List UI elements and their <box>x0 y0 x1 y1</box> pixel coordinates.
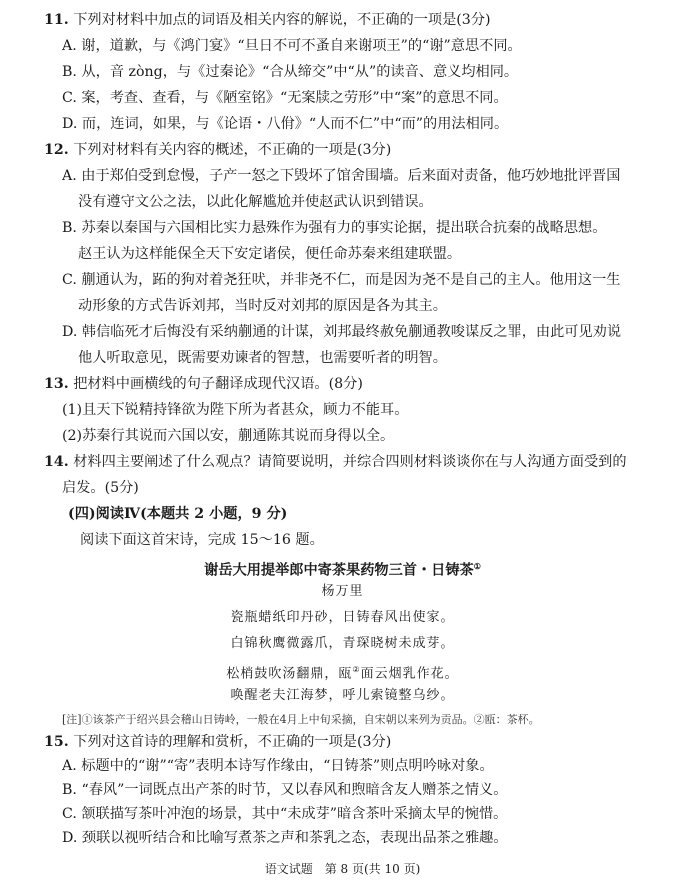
option-a: A. 标题中的“谢”“寄”表明本诗写作缘由，“日铸茶”则点明吟咏对象。 <box>62 758 494 774</box>
footnote-marker: ① <box>473 561 481 571</box>
option-b-line-2: 赵王认为这样能保全天下安定诸侯，便任命苏秦来组建联盟。 <box>78 246 462 262</box>
option-d-line-1: D. 韩信临死才后悔没有采纳蒯通的计谋，刘邦最终赦免蒯通教唆谋反之罪，由此可见劝说 <box>62 324 622 340</box>
option-a: A. 谢，道歉，与《鸿门宴》“旦日不可不蚤自来谢项王”的“谢”意思不同。 <box>62 38 522 54</box>
option-b: B. 从，音 zòng，与《过秦论》“合从缔交”中“从”的读音、意义均相同。 <box>62 64 519 80</box>
option-d-line-2: 他人听取意见，既需要劝谏者的智慧，也需要听者的明智。 <box>78 350 447 366</box>
question-14 <box>44 452 627 472</box>
poem-title <box>0 556 685 581</box>
question-15 <box>44 732 391 752</box>
poem-line-2: 白锦秋鹰微露爪，青琛晓树未成芽。 <box>230 636 455 651</box>
poem-note: [注]①该茶产于绍兴县会稽山日铸岭，一般在4月上中旬采摘，自宋朝以来列为贡品。②瓯：茶杯。 <box>62 713 540 726</box>
poem-line-3-part-1: 松梢鼓吹汤翻鼎，瓯 <box>226 666 353 682</box>
option-d: D. 而，连词，如果，与《论语・八佾》“人而不仁”中“而”的用法相同。 <box>62 116 509 132</box>
question-12 <box>44 140 391 160</box>
question-number: 12. <box>44 142 69 158</box>
option-c: C. 案，考查、查看，与《陋室铭》“无案牍之劳形”中“案”的意思不同。 <box>62 90 508 106</box>
option-c-line-2: 动形象的方式告诉刘邦，当时反对刘邦的原因是各为其主。 <box>78 298 447 314</box>
poem-author: 杨万里 <box>321 584 364 599</box>
section-heading: (四)阅读Ⅳ(本题共 2 小题，9 分) <box>68 506 288 522</box>
option-c-line-1: C. 蒯通认为，跖的狗对着尧狂吠，并非尧不仁，而是因为尧不是自己的主人。他用这一生 <box>62 272 621 288</box>
question-11 <box>44 10 491 30</box>
question-stem: 把材料中画横线的句子翻译成现代汉语。(8分) <box>73 376 363 392</box>
option-a-line-2: 没有遵守文公之法，以此化解尴尬并使赵武认识到错误。 <box>78 194 433 210</box>
option-d: D. 颈联以视听结合和比喻写煮茶之声和茶乳之态，表现出品茶之雅趣。 <box>62 830 508 846</box>
question-13 <box>44 374 363 394</box>
poem-line-3-part-2: 面云烟乳作花。 <box>360 666 459 682</box>
translation-item-1: (1)且天下锐精持锋欲为陛下所为者甚众，顾力不能耳。 <box>62 402 409 418</box>
question-stem: 材料四主要阐述了什么观点？请简要说明，并综合四则材料谈谈你在与人沟通方面受到的 <box>73 454 627 470</box>
footnote-marker: ② <box>352 665 361 674</box>
translation-item-2: (2)苏秦行其说而六国以安，蒯通陈其说而身得以全。 <box>62 428 395 444</box>
section-instruction: 阅读下面这首宋诗，完成 15～16 题。 <box>80 532 324 548</box>
option-c: C. 颔联描写茶叶冲泡的场景，其中“未成芽”暗含茶叶采摘太早的惋惜。 <box>62 806 508 822</box>
question-stem: 下列对这首诗的理解和赏析，不正确的一项是(3分) <box>73 734 392 750</box>
poem-line-3 <box>0 660 685 684</box>
option-b: B. “春风”一词既点出产茶的时节，又以春风和煦暗含友人赠茶之情义。 <box>62 782 508 798</box>
question-stem: 下列对材料有关内容的概述，不正确的一项是(3分) <box>73 142 392 158</box>
option-a-line-1: A. 由于郑伯受到怠慢，子产一怒之下毁坏了馆舍围墙。后来面对责备，他巧妙地批评晋国 <box>62 168 621 184</box>
question-number: 14. <box>44 454 69 470</box>
page-footer: 语文试题 第 8 页(共 10 页) <box>264 862 421 876</box>
question-number: 15. <box>44 734 69 750</box>
option-b-line-1: B. 苏秦以秦国与六国相比实力悬殊作为强有力的事实论据，提出联合抗秦的战略思想。 <box>62 220 607 236</box>
question-number: 11. <box>44 12 69 28</box>
question-14-line-2: 启发。(5分) <box>62 480 139 496</box>
poem-title-text: 谢岳大用提举郎中寄茶果药物三首・日铸茶 <box>204 562 474 579</box>
question-stem: 下列对材料中加点的词语及相关内容的解说，不正确的一项是(3分) <box>73 12 491 28</box>
poem-line-1: 瓷瓶蜡纸印丹砂，日铸春风出使家。 <box>230 610 455 625</box>
poem-line-4: 唤醒老夫江海梦，呼儿索镜整乌纱。 <box>230 688 455 703</box>
question-number: 13. <box>44 376 69 392</box>
